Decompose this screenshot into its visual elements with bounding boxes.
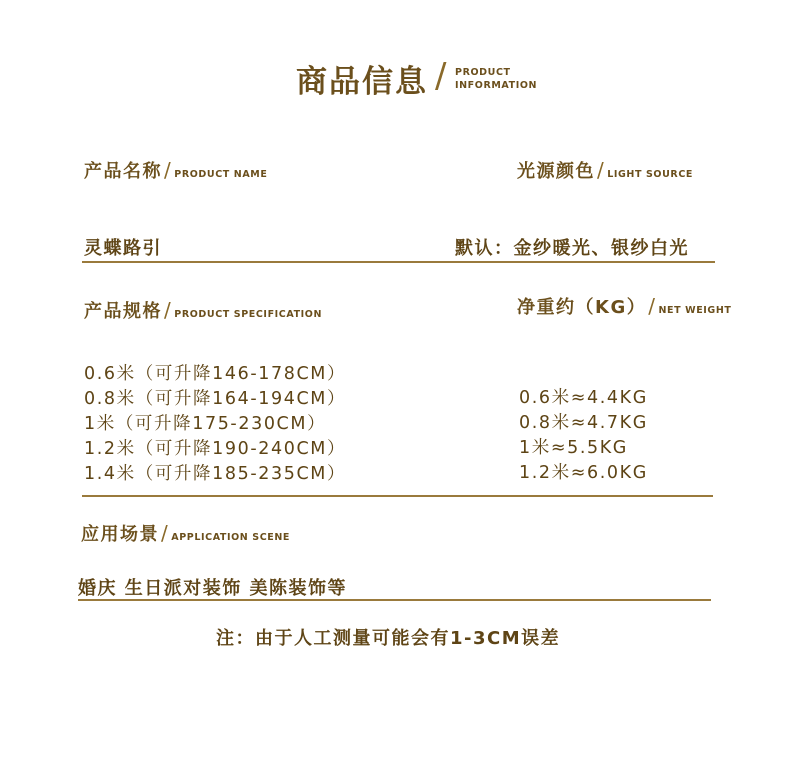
specification-item: 0.6米（可升降146-178CM） <box>84 364 347 384</box>
specification-item: 0.8米（可升降164-194CM） <box>84 389 347 409</box>
title-slash: / <box>435 56 447 96</box>
application-label-en: APPLICATION SCENE <box>171 532 290 543</box>
label-slash: / <box>597 158 606 182</box>
product-name-label <box>84 157 267 183</box>
label-slash: / <box>161 521 170 545</box>
light-source-label <box>517 157 693 183</box>
application-label-cn: 应用场景 <box>81 524 159 545</box>
specification-item: 1米（可升降175-230CM） <box>84 414 327 434</box>
application-label <box>81 520 290 546</box>
divider-rule <box>82 495 713 497</box>
product-name-value: 灵蝶路引 <box>84 238 162 259</box>
page-title: 商品信息 <box>296 64 428 100</box>
page-title-english-line1: PRODUCT <box>455 67 511 78</box>
light-source-label-en: LIGHT SOURCE <box>607 169 693 180</box>
page-title-english <box>455 66 537 92</box>
product-name-label-cn: 产品名称 <box>84 161 162 182</box>
page-title-english-line2: INFORMATION <box>455 80 538 91</box>
net-weight-item: 1米≈5.5KG <box>519 438 628 458</box>
divider-rule <box>82 261 715 263</box>
net-weight-list <box>519 386 648 486</box>
net-weight-item: 0.6米≈4.4KG <box>519 388 648 408</box>
application-value: 婚庆 生日派对装饰 美陈装饰等 <box>78 578 348 599</box>
net-weight-label <box>517 293 731 319</box>
net-weight-label-cn: 净重约（KG） <box>517 297 647 318</box>
product-name-label-en: PRODUCT NAME <box>174 169 268 180</box>
measurement-note: 注：由于人工测量可能会有1-3CM误差 <box>216 628 561 649</box>
label-slash: / <box>164 158 173 182</box>
net-weight-item: 1.2米≈6.0KG <box>519 463 648 483</box>
specification-label <box>84 297 322 323</box>
light-source-value: 默认：金纱暖光、银纱白光 <box>455 238 689 259</box>
specification-label-en: PRODUCT SPECIFICATION <box>174 309 323 320</box>
label-slash: / <box>648 294 657 318</box>
net-weight-item: 0.8米≈4.7KG <box>519 413 648 433</box>
specification-item: 1.4米（可升降185-235CM） <box>84 464 347 484</box>
divider-rule <box>78 599 711 601</box>
label-slash: / <box>164 298 173 322</box>
specification-label-cn: 产品规格 <box>84 301 162 322</box>
specification-list <box>84 362 346 487</box>
net-weight-label-en: NET WEIGHT <box>658 305 732 316</box>
light-source-label-cn: 光源颜色 <box>517 161 595 182</box>
specification-item: 1.2米（可升降190-240CM） <box>84 439 347 459</box>
